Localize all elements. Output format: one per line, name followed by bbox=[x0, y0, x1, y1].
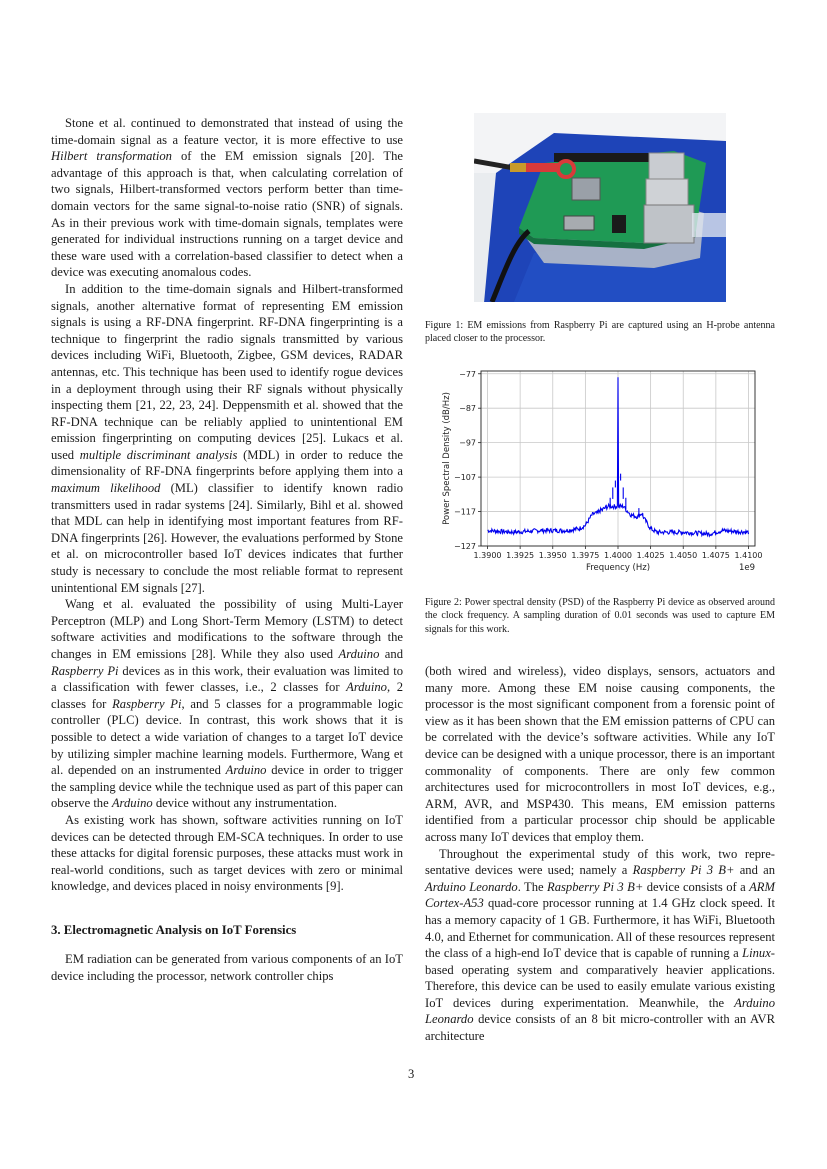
x-tick-label: 1.4000 bbox=[604, 551, 632, 560]
y-tick-label: −97 bbox=[459, 438, 476, 448]
psd-plot bbox=[438, 362, 783, 577]
y-tick-label: −127 bbox=[454, 542, 476, 551]
figure-1-caption: Figure 1: EM emissions from Raspberry Pi are captured using an H-probe antenna placed closer to the processor. bbox=[425, 320, 775, 345]
x-tick-label: 1.4100 bbox=[734, 551, 763, 560]
x-tick-label: 1.3900 bbox=[473, 551, 502, 560]
paragraph: Throughout the experimental study of this work, two representative devices were used; namely a Raspberry Pi 3 B+ and an Arduino Leonardo. The Raspberry Pi 3 B+ device consists of a ARM Cortex-A53 quad-core processor running at 1.4 GHz clock speed. It has a memory capacity of 1 GB. Furthermore, it has WiFi, Bluetooth 4.0, and Ethernet for communication. All of these resources represent the class of a high-end IoT device that is capable of running a Linux-based operating system and comparatively heavier applications. Therefore, this device can be used to easily emulate various existing IoT devices during experimentation. Meanwhile, the Arduino Leonardo device consists of an 8 bit micro-controller with an AVR architecture bbox=[425, 846, 776, 1044]
x-tick-label: 1.3925 bbox=[506, 551, 535, 560]
y-tick-label: −87 bbox=[459, 404, 476, 414]
paragraph: In addition to the time-domain signals and Hilbert-transformed signals, another alternative format of representing EM emission signals is using a RF-DNA fingerprint. RF-DNA fingerprinting is a technique to fingerprint the radio signals transmitted by various devices including WiFi, Bluetooth, Zigbee, GSM devices, RADAR antennas, etc. This technique has been used to identify rogue devices in a deployment through using their RF signals without physically inspecting them [21, 22, 23, 24]. Deppensmith et al. showed that the RF-DNA technique can be reliably applied to unintentional EM emission fingerprinting on computing devices [25]. Lukacs et al. used multiple discriminant analysis (MDL) in order to reduce the dimensionality of RF-DNA fingerprints before applying them into a maximum likelihood (ML) classifier to identify known radio transmitters used in radar systems [24]. Similarly, Bihl et al. showed that MDL can help in identifying most important features from RF-DNA fingerprints [26]. However, the evaluations performed by Stone et al. on microcontroller based IoT devices indicates that further study is necessary to conclude the most reliable format to represent unintentional EM signals [27]. bbox=[51, 281, 404, 595]
left-paragraphs bbox=[51, 115, 403, 895]
x-tick-label: 1.3950 bbox=[538, 551, 567, 560]
figure-1-photo bbox=[474, 113, 726, 302]
figure-2-psd-chart bbox=[438, 362, 783, 577]
section-paragraphs bbox=[51, 951, 403, 984]
y-tick-label: −77 bbox=[459, 369, 476, 379]
right-column bbox=[425, 663, 775, 1045]
section-heading: 3. Electromagnetic Analysis on IoT Forensics bbox=[51, 922, 297, 937]
y-axis-label: Power Spectral Density (dB/Hz) bbox=[442, 392, 452, 525]
paragraph: EM radiation can be generated from various components of an IoT device including the processor, network controller chips bbox=[51, 951, 403, 983]
x-tick-label: 1.4025 bbox=[636, 551, 665, 560]
y-tick-label: −107 bbox=[454, 473, 476, 483]
x-tick-label: 1.3975 bbox=[571, 551, 600, 560]
x-tick-label: 1.4050 bbox=[669, 551, 698, 560]
right-paragraphs bbox=[425, 663, 775, 1045]
paragraph: As existing work has shown, software activities running on IoT devices can be detected through EM-SCA techniques. In order to use these attacks for digital forensic purposes, these attacks must work in real-world conditions, such as target devices with zero or minimal knowledge, and devices placed in noisy environments [9]. bbox=[51, 812, 403, 894]
x-axis-label: Frequency (Hz) bbox=[585, 563, 651, 573]
paragraph: Stone et al. continued to demonstrated that instead of using the time-domain signal as a feature vector, it is more effective to use Hilbert transformation of the EM emission signals [20]. The advantage of this approach is that, when calculating correlation of two signals, Hilbert-transformed vectors perform better than time-domain vectors for the same signal-to-noise ratio (SNR) of signals. As in their previous work with time-domain signals, templates were generated for individual instructions running on a target device and these ware used with a correlation-based classifier to detect when a device was executing anomalous codes. bbox=[51, 116, 403, 280]
paragraph: (both wired and wireless), video displays, sensors, actuators and many more. Among these EM noise causing components, the processor is the most significant component from a forensic point of view as it has been shown that the EM emission patterns of CPU can be correlated with the device’s software activities. While any IoT device can be designed with a unique processor, there is an important commonality of components. There are only few common architectures used for microcontrollers in most IoT devices, e.g., ARM, AVR, and MSP430. This means, EM emission patterns identified from a particular processor chip should be applicable across many IoT devices that employ them. bbox=[425, 664, 775, 844]
raspberry-pi-photo-illustration bbox=[474, 113, 726, 302]
left-column bbox=[51, 115, 403, 984]
page-number: 3 bbox=[408, 1067, 415, 1081]
paragraph: Wang et al. evaluated the possibility of using Multi-Layer Perceptron (MLP) and Long Short-Term Memory (LSTM) to detect software activities and modifications to the software through the changes in EM emissions [28]. While they also used Arduino and Raspberry Pi devices as in this work, their evaluation was limited to a classification with fewer classes, i.e., 2 classes for Arduino, 2 classes for Raspberry Pi, and 5 classes for a programmable logic controller (PLC) device. In contrast, this work shows that it is possible to detect a wide variation of changes to a target IoT device by utilizing simpler machine learning models. Furthermore, Wang et al. depended on an instrumented Arduino device in order to trigger the sampling device while the technique used as part of this paper can observe the Arduino device without any instrumentation. bbox=[51, 597, 404, 811]
figure-2-caption: Figure 2: Power spectral density (PSD) of the Raspberry Pi device as observed around the clock frequency. A sampling duration of 0.01 seconds was used to capture EM signals for this work. bbox=[425, 597, 775, 635]
y-tick-label: −117 bbox=[454, 507, 476, 517]
x-offset-label: 1e9 bbox=[738, 563, 755, 573]
x-tick-label: 1.4075 bbox=[701, 551, 730, 560]
